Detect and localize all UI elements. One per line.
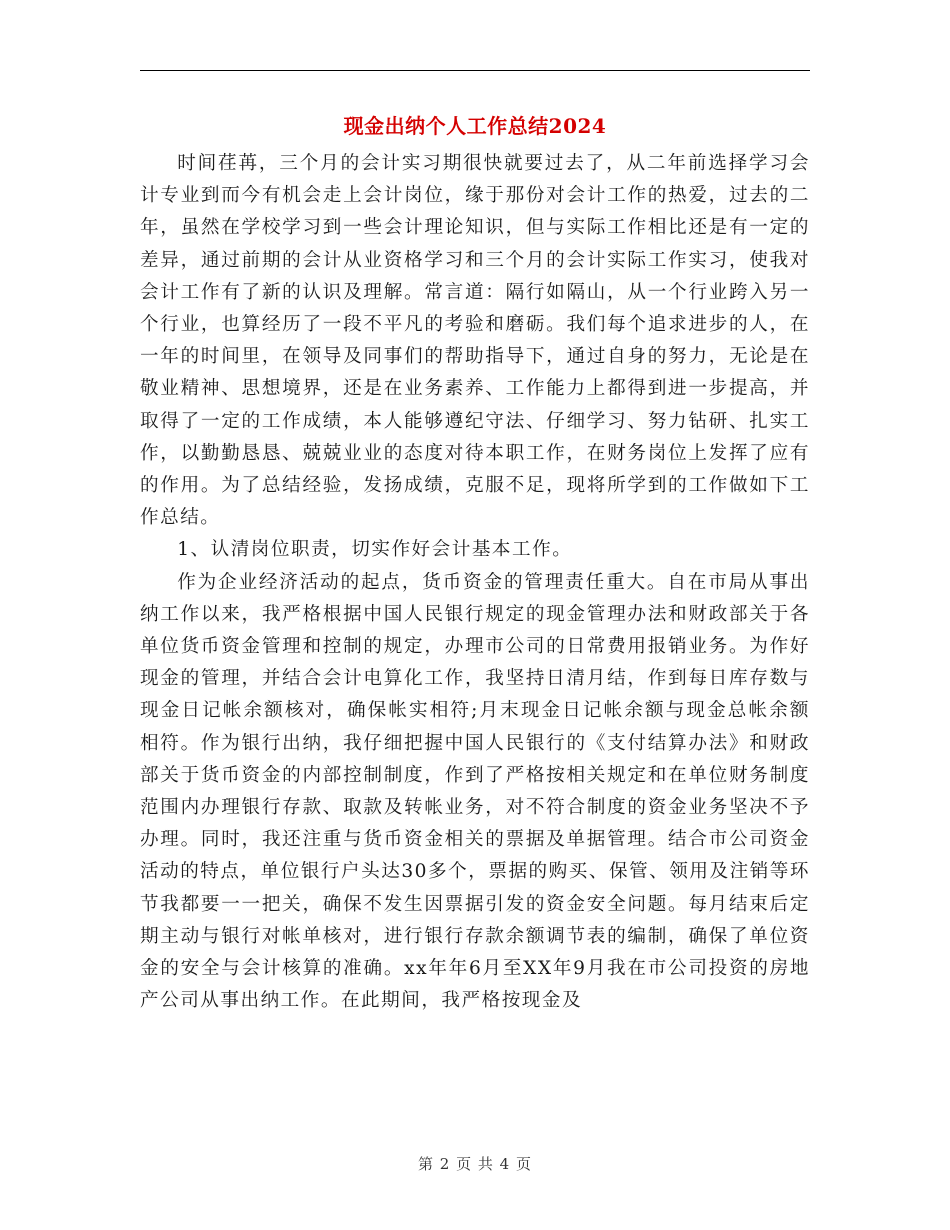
paragraph-section-heading: 1、认清岗位职责，切实作好会计基本工作。 [177,539,573,561]
paragraph-cash-management: 作为企业经济活动的起点，货币资金的管理责任重大。自在市局从事出纳工作以来，我严格根据中国人民银行规定的现金管理办法和财政部关于各单位货币资金管理和控制的规定，办理市公司的日常费用报销业务。为作好现金的管理，并结合会计电算化工作，我坚持日清月结，作到每日库存数与现金日记帐余额核对，确保帐实相符;月末现金日记帐余额与现金总帐余额相符。作为银行出纳，我仔细把握中国人民银行的《支付结算办法》和财政部关于货币资金的内部控制制度，作到了严格按相关规定和在单位财务制度范围内办理银行存款、取款及转帐业务，对不符合制度的资金业务坚决不予办理。同时，我还注重与货币资金相关的票据及单据管理。结合市公司资金活动的特点，单位银行户头达30多个，票据的购买、保管、领用及注销等环节我都要一一把关，确保不发生因票据引发的资金安全问题。每月结束后定期主动与银行对帐单核对，进行银行存款余额调节表的编制，确保了单位资金的安全与会计核算的准确。xx年年6月至XX年9月我在市公司投资的房地产公司从事出纳工作。在此期间，我严格按现金及 [140,571,810,1012]
header-rule [140,70,810,71]
document-title: 现金出纳个人工作总结2024 [343,114,607,138]
page-number-footer: 第 2 页 共 4 页 [418,1155,532,1173]
paragraph-intro: 时间荏苒，三个月的会计实习期很快就要过去了，从二年前选择学习会计专业到而今有机会走上会计岗位，缘于那份对会计工作的热爱，过去的二年，虽然在学校学习到一些会计理论知识，但与实际工作相比还是有一定的差异，通过前期的会计从业资格学习和三个月的会计实际工作实习，使我对会计工作有了新的认识及理解。常言道：隔行如隔山，从一个行业跨入另一个行业，也算经历了一段不平凡的考验和磨砺。我们每个追求进步的人，在一年的时间里，在领导及同事们的帮助指导下，通过自身的努力，无论是在敬业精神、思想境界，还是在业务素养、工作能力上都得到进一步提高，并取得了一定的工作成绩，本人能够遵纪守法、仔细学习、努力钻研、扎实工作，以勤勤恳恳、兢兢业业的态度对待本职工作，在财务岗位上发挥了应有的作用。为了总结经验，发扬成绩，克服不足，现将所学到的工作做如下工作总结。 [140,153,810,529]
document-body [140,148,810,1017]
